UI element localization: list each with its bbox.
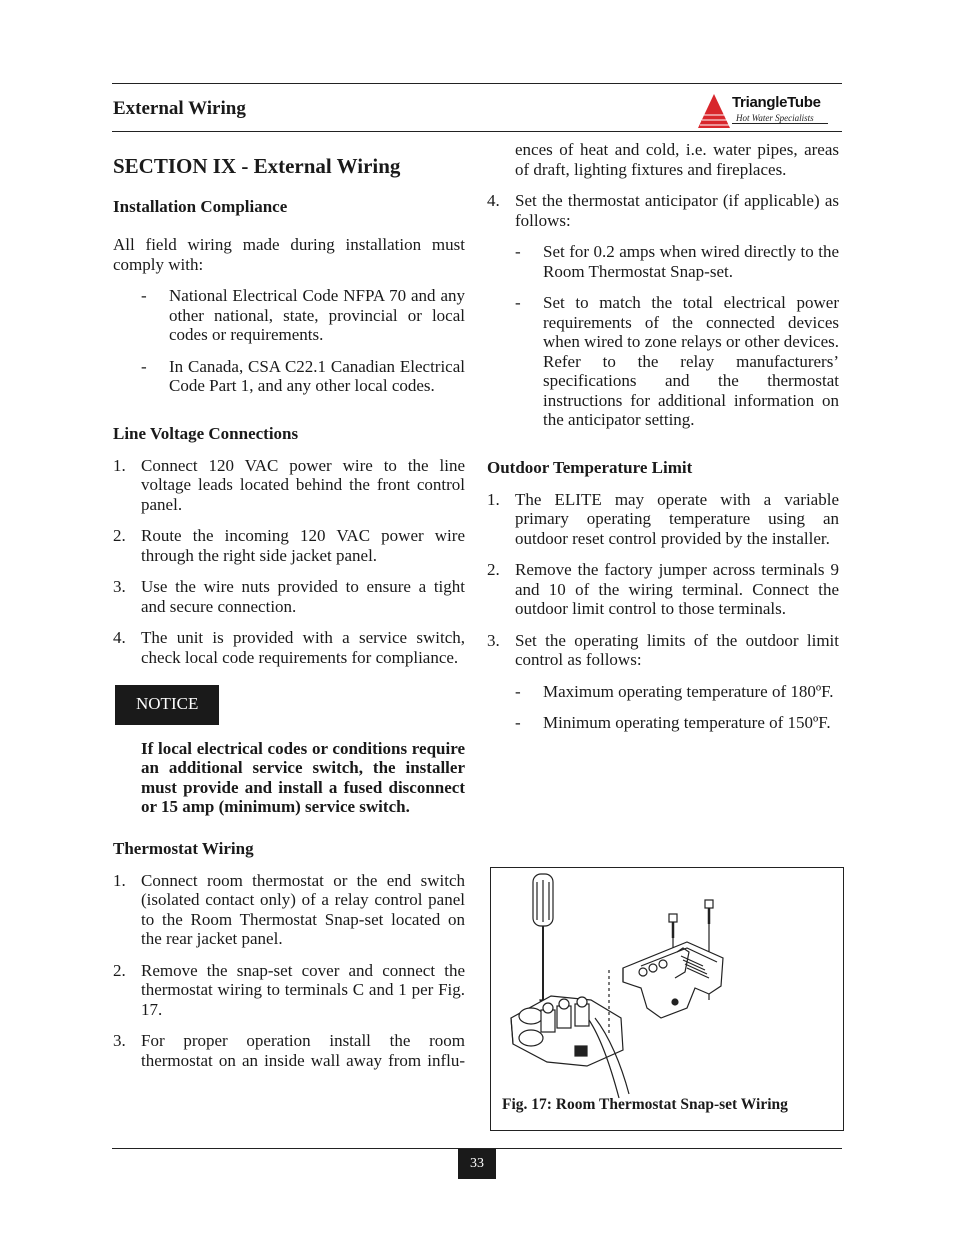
list-item bbox=[487, 490, 839, 549]
bullet-marker: - bbox=[515, 713, 521, 732]
notice-badge: NOTICE bbox=[115, 685, 219, 725]
list-item bbox=[113, 526, 465, 565]
section-title: SECTION IX - External Wiring bbox=[113, 154, 401, 178]
list-item bbox=[487, 631, 839, 670]
anticipator-bullet bbox=[515, 242, 839, 281]
installation-bullet bbox=[141, 357, 465, 396]
figure-17 bbox=[490, 867, 844, 1131]
list-item bbox=[113, 456, 465, 515]
logo-brand-text: TriangleTube bbox=[732, 94, 821, 111]
list-text: Remove the factory jumper across terminals 9 and 10 of the wiring terminal. Connect the outdoor limit control to those terminals. bbox=[515, 560, 839, 618]
anticipator-bullet bbox=[515, 293, 839, 430]
list-item bbox=[113, 577, 465, 616]
right-column bbox=[487, 140, 839, 745]
list-item bbox=[113, 871, 465, 949]
left-column bbox=[113, 153, 465, 1082]
bullet-text: Set to match the total electrical power requirements of the connected devices when wired to zone relays or other devices. Refer to the relay manufacturers’ specifications and the thermostat instructions for additional information on the anticipator setting. bbox=[543, 293, 839, 429]
list-item bbox=[487, 191, 839, 230]
list-text: The ELITE may operate with a variable primary operating temperature using an outdoor reset control provided by the installer. bbox=[515, 489, 839, 548]
list-text: Connect 120 VAC power wire to the line voltage leads located behind the front control panel. bbox=[141, 455, 465, 514]
list-item bbox=[113, 961, 465, 1020]
list-text: ences of heat and cold, i.e. water pipes, areas of draft, lighting fixtures and fireplaces. bbox=[515, 140, 839, 179]
list-text: Connect room thermostat or the end switch (isolated contact only) of a relay control panel to the Room Thermostat Snap-set located on the rear jacket panel. bbox=[141, 870, 465, 948]
header-title: External Wiring bbox=[113, 98, 246, 119]
installation-intro: All field wiring made during installation must comply with: bbox=[113, 235, 465, 274]
bullet-text: Set for 0.2 amps when wired directly to the Room Thermostat Snap-set. bbox=[543, 242, 839, 281]
list-number: 1. bbox=[113, 870, 126, 890]
bullet-marker: - bbox=[141, 356, 147, 376]
top-rule bbox=[112, 83, 842, 84]
bullet-marker: - bbox=[141, 286, 147, 305]
logo-tagline: Hot Water Specialists bbox=[736, 113, 814, 123]
header-rule bbox=[112, 131, 842, 132]
thermostat-heading: Thermostat Wiring bbox=[113, 838, 254, 858]
line-voltage-heading: Line Voltage Connections bbox=[113, 423, 299, 443]
bullet-marker: - bbox=[515, 681, 521, 701]
bullet-marker: - bbox=[515, 293, 521, 312]
list-number: 4. bbox=[113, 628, 126, 647]
list-item bbox=[487, 560, 839, 619]
list-text: Set the operating limits of the outdoor limit control as follows: bbox=[515, 630, 839, 669]
notice-text: If local electrical codes or conditions require an additional service switch, the installer must provide and install a fused disconnect or 15 amp (minimum) service switch. bbox=[141, 738, 465, 816]
list-number: 3. bbox=[113, 1031, 126, 1050]
bullet-text: In Canada, CSA C22.1 Canadian Electrical Code Part 1, and any other local codes. bbox=[169, 356, 465, 395]
list-number: 3. bbox=[113, 577, 126, 596]
temperature-bullet bbox=[515, 682, 839, 702]
temperature-bullet bbox=[515, 713, 839, 733]
bullet-text: Minimum operating temperature of 150ºF. bbox=[543, 713, 831, 732]
installation-bullet bbox=[141, 286, 465, 345]
bullet-marker: - bbox=[515, 242, 521, 261]
list-number: 4. bbox=[487, 191, 500, 210]
list-text: Use the wire nuts provided to ensure a tight and secure connection. bbox=[141, 577, 465, 616]
list-number: 3. bbox=[487, 630, 500, 650]
list-text: Set the thermostat anticipator (if applicable) as follows: bbox=[515, 191, 839, 230]
list-text: Remove the snap-set cover and connect the thermostat wiring to terminals C and 1 per Fig. 17. bbox=[141, 960, 465, 1019]
figure-caption: Fig. 17: Room Thermostat Snap-set Wiring bbox=[502, 1096, 788, 1113]
list-text: The unit is provided with a service switch, check local code requirements for compliance. bbox=[141, 628, 465, 667]
list-number: 2. bbox=[113, 960, 126, 980]
installation-heading: Installation Compliance bbox=[113, 197, 288, 216]
list-number: 1. bbox=[113, 455, 126, 475]
list-number: 2. bbox=[113, 526, 126, 545]
list-number: 1. bbox=[487, 489, 500, 509]
list-number: 2. bbox=[487, 560, 500, 579]
page-number: 33 bbox=[458, 1149, 496, 1179]
outdoor-heading: Outdoor Temperature Limit bbox=[487, 457, 693, 477]
list-item bbox=[113, 1031, 465, 1070]
snap-set-wiring-illustration bbox=[491, 868, 843, 1130]
brand-logo bbox=[696, 90, 836, 130]
bullet-text: Maximum operating temperature of 180ºF. bbox=[543, 681, 834, 701]
list-item-continued bbox=[487, 140, 839, 179]
list-text: Route the incoming 120 VAC power wire through the right side jacket panel. bbox=[141, 526, 465, 565]
triangle-logo-icon bbox=[696, 90, 732, 130]
logo-underline bbox=[732, 123, 828, 124]
list-text: For proper operation install the room thermostat on an inside wall away from influ- bbox=[141, 1031, 465, 1070]
bullet-text: National Electrical Code NFPA 70 and any other national, state, provincial or local codes or requirements. bbox=[169, 286, 465, 344]
list-item bbox=[113, 628, 465, 667]
